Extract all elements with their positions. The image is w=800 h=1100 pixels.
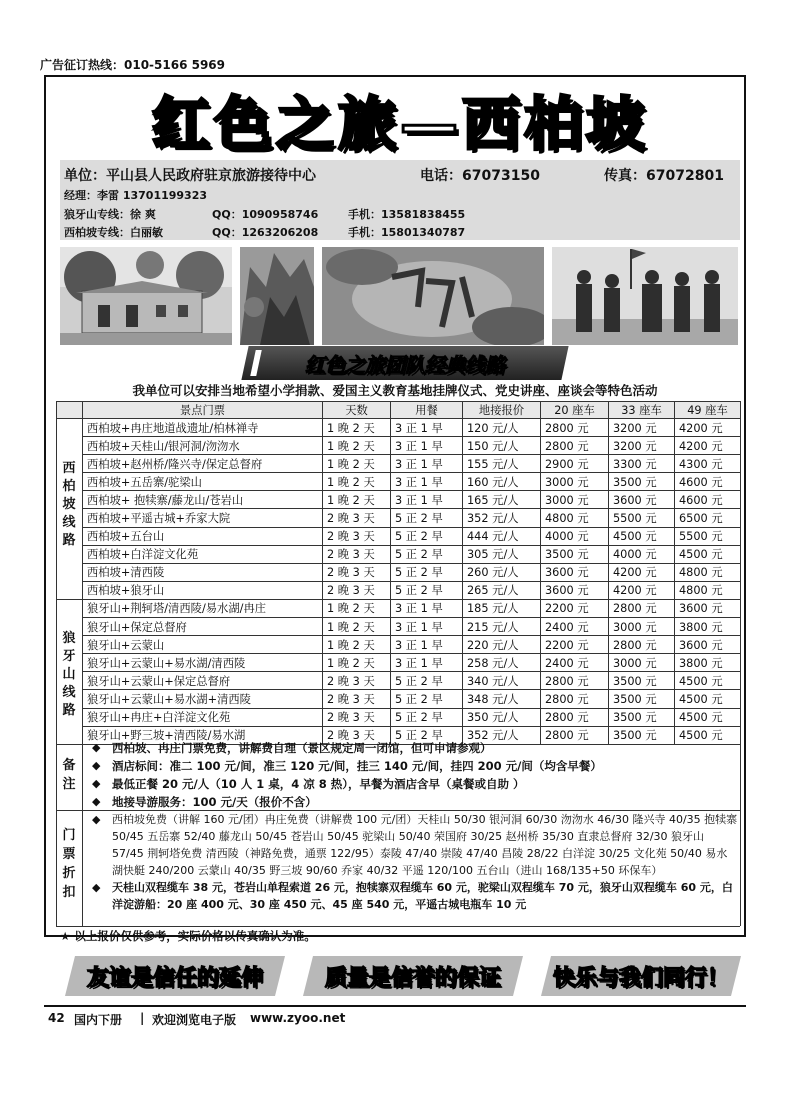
cell-attractions: 西柏坡+五岳寨/驼梁山 xyxy=(83,473,323,491)
cell-attractions: 狼牙山+保定总督府 xyxy=(83,618,323,636)
cell-days: 1 晚 2 天 xyxy=(323,473,391,491)
table-row xyxy=(57,690,741,708)
cell-attractions: 西柏坡+天桂山/银河洞/沕沕水 xyxy=(83,437,323,455)
cell-price-33-seat: 3200 元 xyxy=(609,437,675,455)
ticket-discounts xyxy=(82,811,738,913)
header-49-seat: 49 座车 xyxy=(675,402,741,419)
table-row xyxy=(57,599,741,617)
cell-price-20-seat: 2800 元 xyxy=(541,419,609,437)
remarks-label: 备 注 xyxy=(62,758,76,792)
cell-local-price: 340 元/人 xyxy=(463,672,541,690)
cell-price-33-seat: 3500 元 xyxy=(609,473,675,491)
cell-price-20-seat: 2800 元 xyxy=(541,708,609,726)
cell-price-49-seat: 4800 元 xyxy=(675,581,741,599)
footer-url[interactable]: www.zyoo.net xyxy=(250,1011,346,1025)
special-activities: 我单位可以安排当地希望小学捐款、爱国主义教育基地挂牌仪式、党史讲座、座谈会等特色活动 xyxy=(132,383,658,398)
cell-price-49-seat: 3800 元 xyxy=(675,618,741,636)
cell-price-33-seat: 3500 元 xyxy=(609,726,675,744)
cell-price-20-seat: 2400 元 xyxy=(541,654,609,672)
cell-meals: 3 正 1 早 xyxy=(391,599,463,617)
diamond-bullet-icon: ◆ xyxy=(92,759,101,772)
rock-inscription-photo xyxy=(322,247,544,345)
cell-days: 2 晚 3 天 xyxy=(323,527,391,545)
remark-item: ◆ 西柏坡、冉庄门票免费，讲解费自理（景区规定周一闭馆，但可申请参观） xyxy=(92,741,492,755)
cell-days: 2 晚 3 天 xyxy=(323,509,391,527)
section-label-xibaipo: 西 柏 坡 线 路 xyxy=(62,461,76,548)
cell-price-33-seat: 3500 元 xyxy=(609,708,675,726)
header-days: 天数 xyxy=(323,402,391,419)
cell-local-price: 155 元/人 xyxy=(463,455,541,473)
slogan-happiness: 快乐与我们同行！ xyxy=(541,956,741,996)
cell-days: 2 晚 3 天 xyxy=(323,726,391,744)
cell-price-20-seat: 3600 元 xyxy=(541,581,609,599)
cell-price-20-seat: 3500 元 xyxy=(541,545,609,563)
cell-price-33-seat: 3300 元 xyxy=(609,455,675,473)
cell-local-price: 350 元/人 xyxy=(463,708,541,726)
cell-days: 1 晚 2 天 xyxy=(323,419,391,437)
cell-price-33-seat: 2800 元 xyxy=(609,636,675,654)
contact-qq: QQ：1263206208 xyxy=(212,226,319,239)
cell-price-20-seat: 4800 元 xyxy=(541,509,609,527)
contact-row xyxy=(60,222,740,240)
cell-local-price: 352 元/人 xyxy=(463,726,541,744)
section-label-langyashan: 狼 牙 山 线 路 xyxy=(62,631,76,718)
cell-attractions: 西柏坡+五台山 xyxy=(83,527,323,545)
table-row xyxy=(57,708,741,726)
cell-price-20-seat: 3600 元 xyxy=(541,563,609,581)
table-row xyxy=(57,618,741,636)
cell-attractions: 狼牙山+云蒙山 xyxy=(83,636,323,654)
page-footer xyxy=(44,1005,746,1027)
cell-meals: 5 正 2 早 xyxy=(391,708,463,726)
cell-local-price: 220 元/人 xyxy=(463,636,541,654)
cell-attractions: 狼牙山+云蒙山+保定总督府 xyxy=(83,672,323,690)
cell-local-price: 305 元/人 xyxy=(463,545,541,563)
cell-price-20-seat: 2200 元 xyxy=(541,636,609,654)
cell-days: 1 晚 2 天 xyxy=(323,455,391,473)
cell-local-price: 348 元/人 xyxy=(463,690,541,708)
cell-price-49-seat: 4500 元 xyxy=(675,545,741,563)
cell-attractions: 西柏坡+白洋淀文化苑 xyxy=(83,545,323,563)
routes-table-body xyxy=(57,419,741,745)
cell-attractions: 狼牙山+云蒙山+易水湖/清西陵 xyxy=(83,654,323,672)
table-row xyxy=(57,654,741,672)
cell-price-33-seat: 5500 元 xyxy=(609,509,675,527)
cell-meals: 3 正 1 早 xyxy=(391,636,463,654)
cell-meals: 3 正 1 早 xyxy=(391,419,463,437)
statues-photo xyxy=(552,247,738,345)
cell-days: 2 晚 3 天 xyxy=(323,690,391,708)
cell-attractions: 狼牙山+野三坡+清西陵/易水湖 xyxy=(83,726,323,744)
cell-attractions: 狼牙山+冉庄+白洋淀文化苑 xyxy=(83,708,323,726)
tickets-label: 门 票 折 扣 xyxy=(62,828,76,900)
cell-price-49-seat: 3800 元 xyxy=(675,654,741,672)
cell-price-49-seat: 4600 元 xyxy=(675,491,741,509)
cell-local-price: 260 元/人 xyxy=(463,563,541,581)
cell-price-49-seat: 4200 元 xyxy=(675,437,741,455)
footer-divider: | xyxy=(140,1011,145,1025)
cell-price-33-seat: 4200 元 xyxy=(609,581,675,599)
cell-days: 2 晚 3 天 xyxy=(323,563,391,581)
cell-price-49-seat: 4600 元 xyxy=(675,473,741,491)
cable-car-prices: ◆ 天桂山双程缆车 38 元，苍岩山单程索道 26 元，抱犊寨双程缆车 60 元，驼梁山双程缆车 70 元，狼牙山双程缆车 60 元，白洋淀游船：20 座 400 元、30 座 450 元、45 座 540 元，平遥古城电瓶车 10 元 xyxy=(92,881,733,911)
cell-local-price: 185 元/人 xyxy=(463,599,541,617)
cell-local-price: 160 元/人 xyxy=(463,473,541,491)
cell-attractions: 西柏坡+赵州桥/隆兴寺/保定总督府 xyxy=(83,455,323,473)
cell-price-49-seat: 3600 元 xyxy=(675,599,741,617)
cell-local-price: 150 元/人 xyxy=(463,437,541,455)
cell-days: 2 晚 3 天 xyxy=(323,545,391,563)
cell-local-price: 265 元/人 xyxy=(463,581,541,599)
cell-attractions: 狼牙山+云蒙山+易水湖+清西陵 xyxy=(83,690,323,708)
cell-meals: 5 正 2 早 xyxy=(391,563,463,581)
contact-row xyxy=(60,204,740,222)
cell-price-33-seat: 3000 元 xyxy=(609,654,675,672)
cell-meals: 5 正 2 早 xyxy=(391,581,463,599)
cell-price-49-seat: 4500 元 xyxy=(675,708,741,726)
cell-days: 2 晚 3 天 xyxy=(323,708,391,726)
cell-price-33-seat: 4000 元 xyxy=(609,545,675,563)
cell-days: 1 晚 2 天 xyxy=(323,636,391,654)
cell-price-20-seat: 4000 元 xyxy=(541,527,609,545)
cell-price-49-seat: 4500 元 xyxy=(675,690,741,708)
ad-hotline: 广告征订热线：010-5166 5969 xyxy=(40,58,226,72)
header-local-price: 地接报价 xyxy=(463,402,541,419)
cell-price-49-seat: 3600 元 xyxy=(675,636,741,654)
remark-item: ◆ 最低正餐 20 元/人（10 人 1 桌，4 凉 8 热），早餐为酒店含早（桌餐或自助 ） xyxy=(92,777,525,791)
cell-meals: 5 正 2 早 xyxy=(391,527,463,545)
cell-price-20-seat: 2400 元 xyxy=(541,618,609,636)
cell-meals: 5 正 2 早 xyxy=(391,726,463,744)
cell-days: 1 晚 2 天 xyxy=(323,437,391,455)
header-meals: 用餐 xyxy=(391,402,463,419)
table-row xyxy=(57,636,741,654)
slogan-quality: 质量是信誉的保证 xyxy=(303,956,523,996)
cell-price-20-seat: 3000 元 xyxy=(541,473,609,491)
header-section xyxy=(57,402,83,419)
contact-line: 西柏坡专线：白丽敏 xyxy=(64,226,163,239)
header-attractions: 景点门票 xyxy=(83,402,323,419)
table-header-row xyxy=(57,402,741,419)
header-20-seat: 20 座车 xyxy=(541,402,609,419)
contact-mobile: 手机：13581838455 xyxy=(348,208,466,221)
footer-text: 欢迎浏览电子版 xyxy=(152,1013,237,1027)
manager-row xyxy=(60,185,740,203)
cell-price-33-seat: 3500 元 xyxy=(609,672,675,690)
table-row xyxy=(57,672,741,690)
table-row xyxy=(57,509,741,527)
routes-table xyxy=(56,401,741,745)
agency-fax: 传真：67072801 xyxy=(604,168,724,184)
mountain-cliff-photo xyxy=(240,247,314,345)
agency-unit: 单位：平山县人民政府驻京旅游接待中心 xyxy=(64,168,316,184)
manager-contact: 经理：李雷 13701199323 xyxy=(64,189,208,202)
diamond-bullet-icon: ◆ xyxy=(92,813,101,826)
table-row xyxy=(57,419,741,437)
cell-price-49-seat: 4300 元 xyxy=(675,455,741,473)
table-row xyxy=(57,491,741,509)
cell-days: 1 晚 2 天 xyxy=(323,491,391,509)
cell-days: 2 晚 3 天 xyxy=(323,581,391,599)
agency-info-box xyxy=(60,160,740,240)
table-row xyxy=(57,545,741,563)
cell-meals: 3 正 1 早 xyxy=(391,455,463,473)
cell-price-49-seat: 4800 元 xyxy=(675,563,741,581)
cell-attractions: 狼牙山+荆轲塔/清西陵/易水湖/冉庄 xyxy=(83,599,323,617)
cell-price-20-seat: 2800 元 xyxy=(541,726,609,744)
table-row xyxy=(57,437,741,455)
cell-local-price: 444 元/人 xyxy=(463,527,541,545)
cell-price-20-seat: 2200 元 xyxy=(541,599,609,617)
cell-price-20-seat: 3000 元 xyxy=(541,491,609,509)
cell-attractions: 西柏坡+冉庄地道战遗址/柏林禅寺 xyxy=(83,419,323,437)
cell-price-49-seat: 4500 元 xyxy=(675,672,741,690)
cell-price-20-seat: 2800 元 xyxy=(541,437,609,455)
cell-price-33-seat: 3600 元 xyxy=(609,491,675,509)
memorial-building-photo xyxy=(60,247,232,345)
cell-days: 1 晚 2 天 xyxy=(323,599,391,617)
table-row xyxy=(57,473,741,491)
cell-local-price: 120 元/人 xyxy=(463,419,541,437)
cell-price-33-seat: 3200 元 xyxy=(609,419,675,437)
cell-price-20-seat: 2800 元 xyxy=(541,690,609,708)
cell-price-33-seat: 4200 元 xyxy=(609,563,675,581)
cell-local-price: 352 元/人 xyxy=(463,509,541,527)
remark-item: ◆ 地接导游服务：100 元/天（报价不含） xyxy=(92,795,317,809)
cell-local-price: 165 元/人 xyxy=(463,491,541,509)
cell-days: 1 晚 2 天 xyxy=(323,618,391,636)
footer-section: 国内下册 xyxy=(74,1013,123,1027)
cell-price-33-seat: 4500 元 xyxy=(609,527,675,545)
cell-attractions: 西柏坡+清西陵 xyxy=(83,563,323,581)
price-disclaimer: ★ 以上报价仅供参考，实际价格以传真确认为准。 xyxy=(60,929,316,943)
cell-price-20-seat: 2800 元 xyxy=(541,672,609,690)
diamond-bullet-icon: ◆ xyxy=(92,741,101,754)
cell-price-49-seat: 5500 元 xyxy=(675,527,741,545)
cell-meals: 3 正 1 早 xyxy=(391,491,463,509)
right-rule xyxy=(740,738,741,926)
cell-meals: 5 正 2 早 xyxy=(391,672,463,690)
cell-meals: 5 正 2 早 xyxy=(391,690,463,708)
cell-price-33-seat: 2800 元 xyxy=(609,599,675,617)
table-row xyxy=(57,563,741,581)
cell-meals: 3 正 1 早 xyxy=(391,473,463,491)
contact-line: 狼牙山专线：徐 爽 xyxy=(64,208,156,221)
cell-attractions: 西柏坡+ 抱犊寨/藤龙山/苍岩山 xyxy=(83,491,323,509)
cell-price-20-seat: 2900 元 xyxy=(541,455,609,473)
slogan-strip xyxy=(60,950,750,1000)
cell-local-price: 258 元/人 xyxy=(463,654,541,672)
cell-attractions: 西柏坡+平遥古城+乔家大院 xyxy=(83,509,323,527)
contact-qq: QQ：1090958746 xyxy=(212,208,319,221)
cell-price-33-seat: 3500 元 xyxy=(609,690,675,708)
cell-meals: 3 正 1 早 xyxy=(391,618,463,636)
diamond-bullet-icon: ◆ xyxy=(92,777,101,790)
ad-title: 红色之旅—西柏坡 xyxy=(151,90,648,158)
cell-days: 1 晚 2 天 xyxy=(323,654,391,672)
routes-banner xyxy=(241,346,568,380)
cell-price-49-seat: 6500 元 xyxy=(675,509,741,527)
remark-item: ◆ 酒店标间：准二 100 元/间，准三 120 元/间，挂三 140 元/间，挂四 200 元/间（均含早餐） xyxy=(92,759,602,773)
cell-meals: 3 正 1 早 xyxy=(391,437,463,455)
agency-unit-row xyxy=(60,162,740,186)
banner-bar xyxy=(250,350,262,376)
cell-price-49-seat: 4200 元 xyxy=(675,419,741,437)
diamond-bullet-icon: ◆ xyxy=(92,881,101,894)
ticket-prices: ◆ 西柏坡免费（讲解 160 元/团）冉庄免费（讲解费 100 元/团）天桂山 50/30 银河洞 60/30 沕沕水 46/30 隆兴寺 40/35 抱犊寨 50/45 五岳寨 52/40 藤龙山 50/45 苍岩山 50/45 驼梁山 50/40 荣国府 30/25 赵州桥 35/30 直隶总督府 32/30 狼牙山 57/45 荆轲塔免费 清西陵（神路免费，通票 122/95）泰陵 47/40 崇陵 47/40 昌陵 28/22 白洋淀 30/25 文化苑 50/40 易水湖快艇 240/200 云蒙山 40/35 野三坡 90/60 乔家 40/32 平遥 120/100 五台山（进山 168/135+50 环保车） xyxy=(92,813,738,877)
banner-title: 红色之旅团队经典线路 xyxy=(305,352,505,377)
remarks-list xyxy=(82,739,740,811)
cell-meals: 3 正 1 早 xyxy=(391,654,463,672)
table-row xyxy=(57,581,741,599)
cell-attractions: 西柏坡+狼牙山 xyxy=(83,581,323,599)
header-33-seat: 33 座车 xyxy=(609,402,675,419)
slogan-friendship: 友谊是信任的延伸 xyxy=(65,956,285,996)
cell-days: 2 晚 3 天 xyxy=(323,672,391,690)
page-number: 42 xyxy=(48,1011,65,1025)
diamond-bullet-icon: ◆ xyxy=(92,795,101,808)
cell-meals: 5 正 2 早 xyxy=(391,509,463,527)
contact-mobile: 手机：15801340787 xyxy=(348,226,466,239)
agency-phone: 电话：67073150 xyxy=(420,168,540,184)
cell-price-33-seat: 3000 元 xyxy=(609,618,675,636)
table-row xyxy=(57,527,741,545)
cell-price-49-seat: 4500 元 xyxy=(675,726,741,744)
table-row xyxy=(57,455,741,473)
cell-meals: 5 正 2 早 xyxy=(391,545,463,563)
cell-local-price: 215 元/人 xyxy=(463,618,541,636)
bottom-rule xyxy=(56,926,740,927)
